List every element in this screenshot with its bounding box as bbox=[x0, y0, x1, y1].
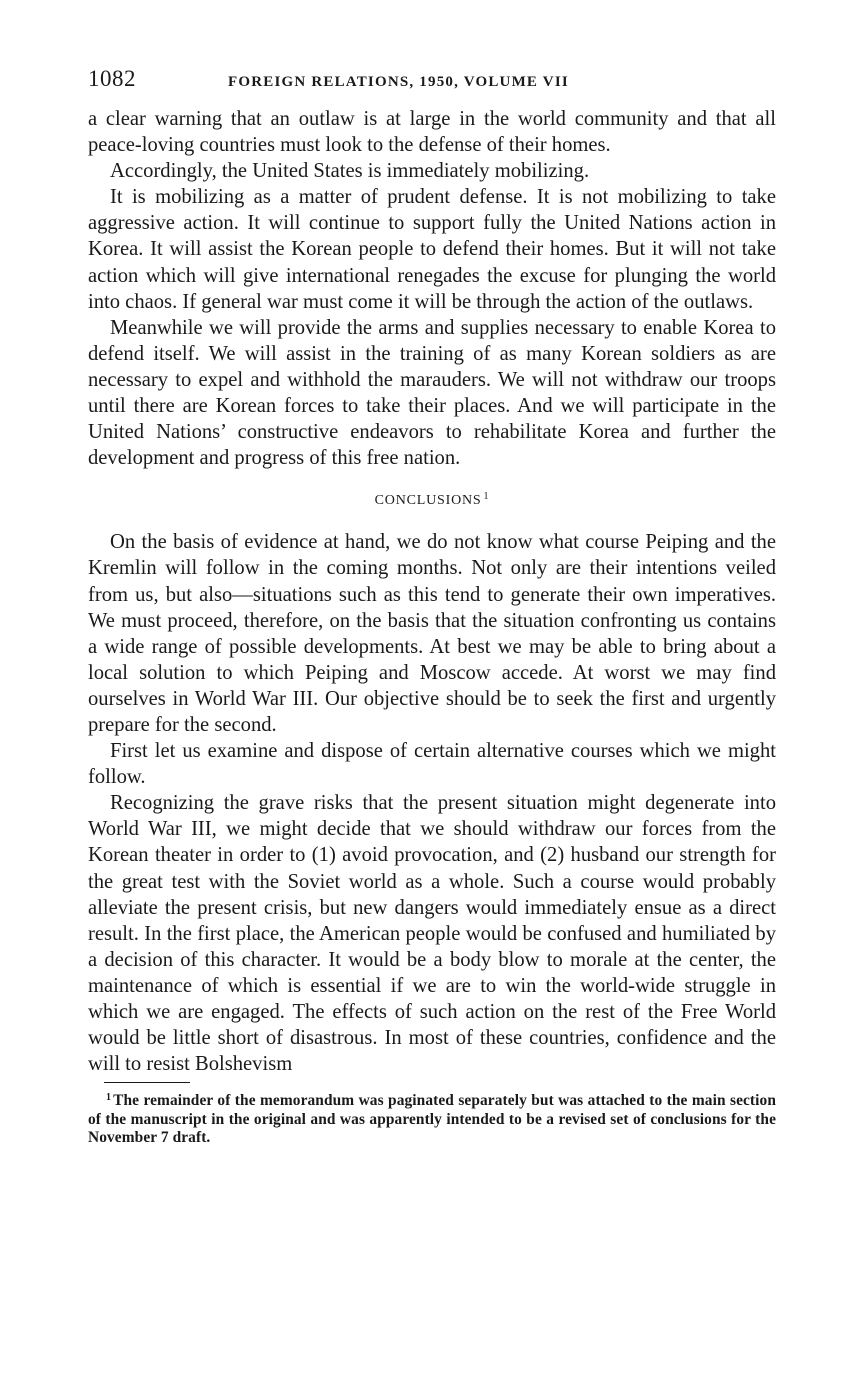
footnote-divider bbox=[104, 1082, 190, 1083]
document-page bbox=[88, 66, 776, 1148]
section-heading-text: CONCLUSIONS bbox=[374, 493, 482, 509]
spacer bbox=[88, 521, 776, 529]
section-heading bbox=[88, 486, 776, 512]
footnote bbox=[88, 1089, 776, 1148]
paragraph: Recognizing the grave risks that the present situation might degenerate into World War III, we might decide that we should withdraw our forces from the Korean theater in order to (1) avoid provocation, and (2) husband our strength for the great test with the Soviet world as a whole. Such a course would probably alleviate the present crisis, but new dangers would immediately ensue as a direct result. In the first place, the American people would be confused and humiliated by a decision of this character. It would be a body blow to morale at the center, the maintenance of which is essential if we are to win the world-wide struggle in which we are engaged. The effects of such action on the rest of the Free World would be little short of disastrous. In most of these countries, confidence and the will to resist Bolshevism bbox=[88, 792, 776, 1076]
body-text bbox=[88, 106, 776, 1077]
running-head bbox=[88, 66, 776, 106]
paragraph: First let us examine and dispose of certain alternative courses which we might follow. bbox=[88, 740, 776, 789]
paragraph: On the basis of evidence at hand, we do not know what course Peiping and the Kremlin will follow in the coming months. Not only are their intentions veiled from us, but also—situations such as this tend to generate their own imperatives. We must proceed, therefore, on the basis that the situation confronting us contains a wide range of possible developments. At best we may be able to bring about a local solution to which Peiping and Moscow accede. At worst we may find ourselves in World War III. Our objective should be to seek the first and urgently prepare for the second. bbox=[88, 531, 776, 736]
paragraph: Meanwhile we will provide the arms and supplies necessary to enable Korea to defend itself. We will assist in the training of as many Korean soldiers as are necessary to expel and withhold the marauders. We will not withdraw our troops until there are Korean forces to take their places. And we will participate in the United Nations’ constructive endeavors to rehabilitate Korea and further the development and progress of this free nation. bbox=[88, 316, 776, 470]
paragraph: Accordingly, the United States is immediately mobilizing. bbox=[110, 160, 590, 183]
running-head-title: FOREIGN RELATIONS, 1950, VOLUME VII bbox=[228, 74, 569, 90]
page-number: 1082 bbox=[88, 66, 136, 91]
paragraph-continuation: a clear warning that an outlaw is at large in the world community and that all peace-loving countries must look to the defense of their homes. bbox=[88, 108, 776, 157]
footnote-text: The remainder of the memorandum was paginated separately but was attached to the main section of the manuscript in the original and was apparently intended to be a revised set of conclusions for the November 7 draft. bbox=[88, 1092, 776, 1147]
footnote-marker: 1 bbox=[106, 1092, 112, 1104]
footnote-reference: 1 bbox=[483, 491, 490, 503]
paragraph: It is mobilizing as a matter of prudent defense. It is not mobilizing to take aggressive action. It will continue to support fully the United Nations action in Korea. It will assist the Korean people to defend their homes. But it will not take action which will give international renegades the excuse for plunging the world into chaos. If general war must come it will be through the action of the outlaws. bbox=[88, 186, 776, 313]
